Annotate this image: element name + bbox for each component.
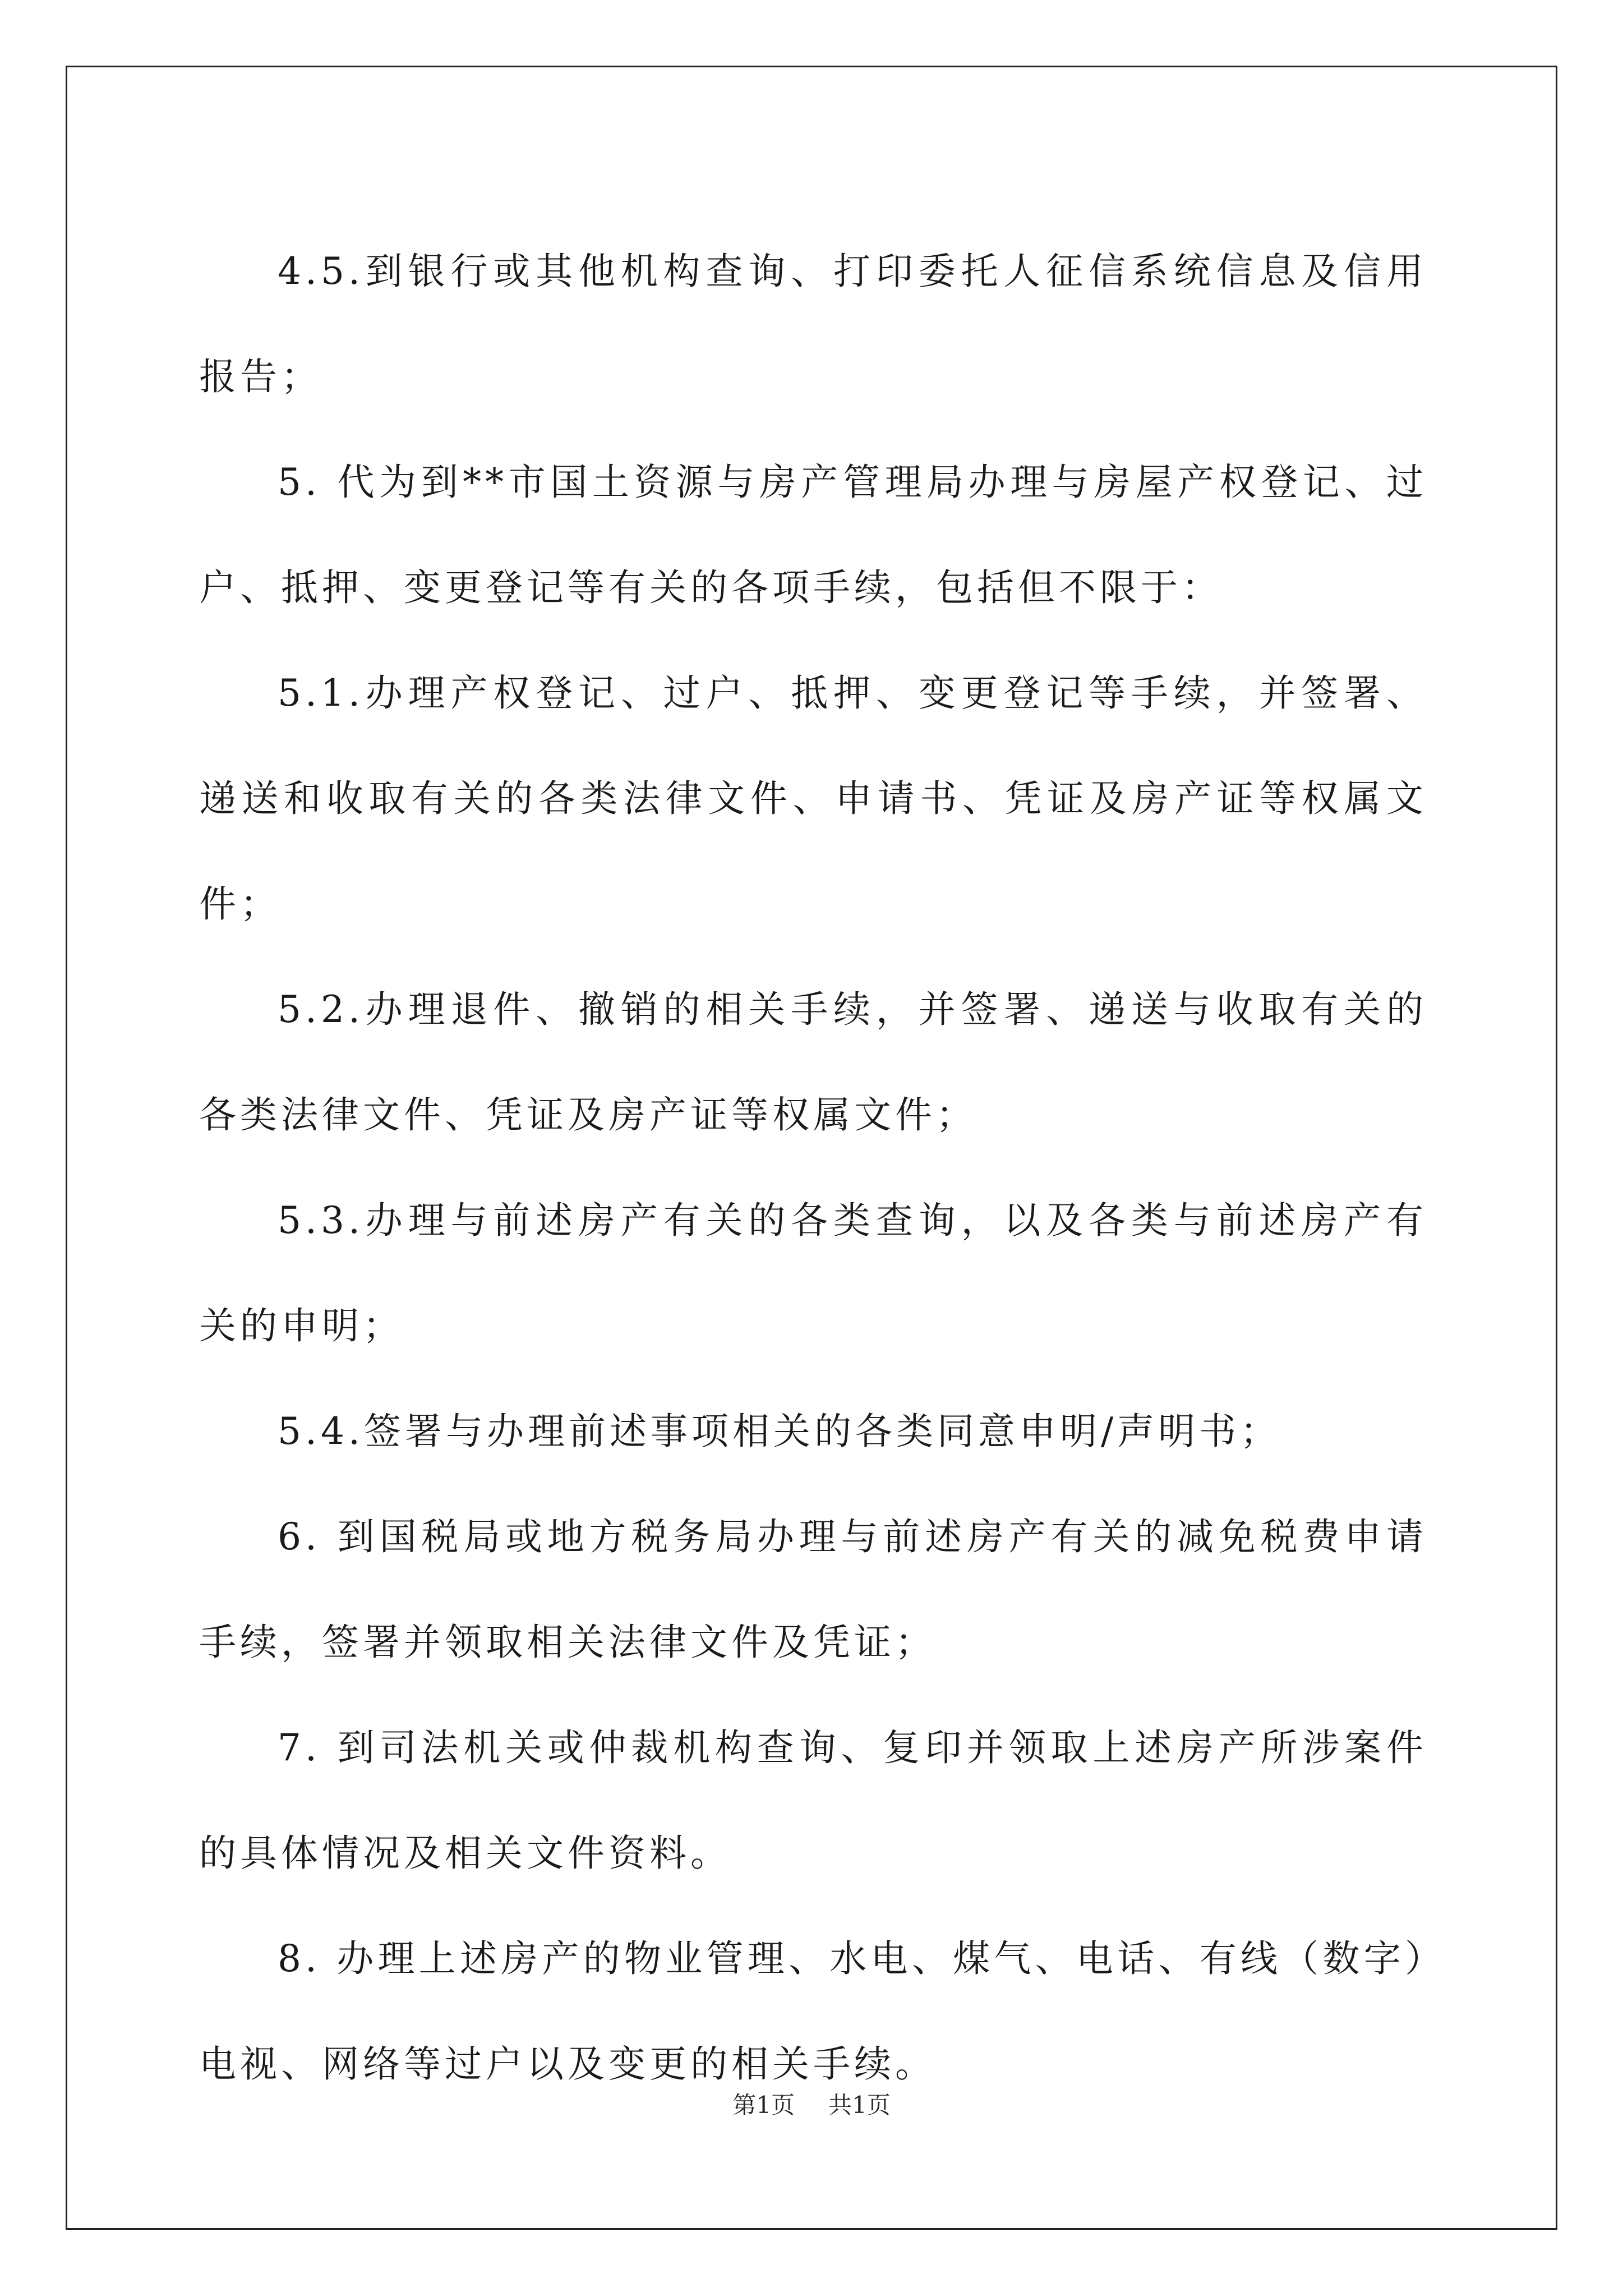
paragraph-5: 5. 代为到**市国土资源与房产管理局办理与房屋产权登记、过户、抵押、变更登记等有关的各项手续，包括但不限于： [199, 461, 1427, 609]
paragraph-8: 8. 办理上述房产的物业管理、水电、煤气、电话、有线（数字）电视、网络等过户以及变更的相关手续。 [199, 1937, 1427, 2086]
paragraph-7: 7. 到司法机关或仲裁机构查询、复印并领取上述房产所涉案件的具体情况及相关文件资料。 [199, 1726, 1427, 1875]
document-body [199, 219, 1427, 2117]
paragraph-5-1: 5.1.办理产权登记、过户、抵押、变更登记等手续，并签署、递送和收取有关的各类法律文件、申请书、凭证及房产证等权属文件； [199, 671, 1427, 926]
paragraph-5-3: 5.3.办理与前述房产有关的各类查询，以及各类与前述房产有关的申明； [199, 1199, 1427, 1347]
page-footer [0, 2091, 1623, 2119]
paragraph-5-2: 5.2.办理退件、撤销的相关手续，并签署、递送与收取有关的各类法律文件、凭证及房产证等权属文件； [199, 988, 1427, 1137]
page-number: 第1页 [732, 2091, 795, 2119]
paragraph-4-5: 4.5.到银行或其他机构查询、打印委托人征信系统信息及信用报告； [199, 250, 1427, 398]
paragraph-6: 6. 到国税局或地方税务局办理与前述房产有关的减免税费申请手续，签署并领取相关法律文件及凭证； [199, 1515, 1427, 1664]
paragraph-5-4: 5.4.签署与办理前述事项相关的各类同意申明/声明书； [278, 1410, 1281, 1453]
page-total: 共1页 [828, 2091, 891, 2119]
